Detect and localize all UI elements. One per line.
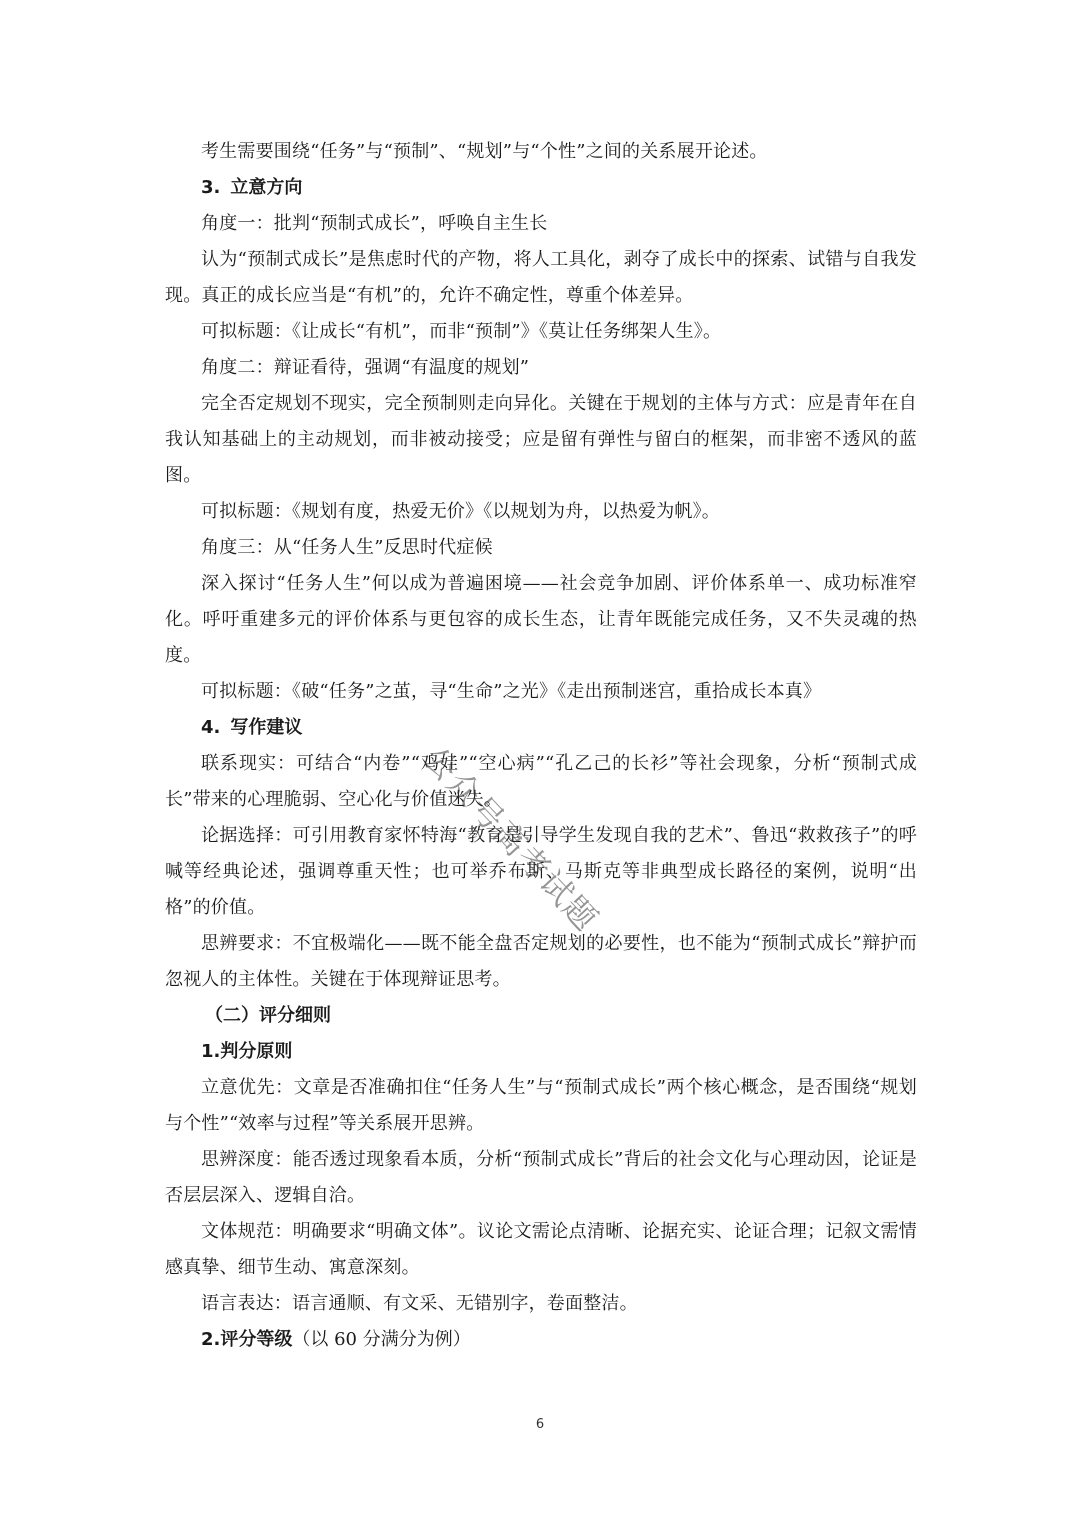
heading-note: （以 60 分满分为例） xyxy=(292,1329,471,1350)
heading-number: 4. xyxy=(201,717,221,738)
watermark: 公众号高考试题 xyxy=(415,739,606,940)
angle1-body: 认为“预制式成长”是焦虑时代的产物，将人工具化，剥夺了成长中的探索、试错与自我发现。真正的成长应当是“有机”的，允许不确定性，尊重个体差异。 xyxy=(165,249,917,306)
angle1-suggested-titles: 可拟标题：《让成长“有机”，而非“预制”》《莫让任务绑架人生》。 xyxy=(201,321,722,342)
page-number: 6 xyxy=(535,1417,545,1432)
paragraph-intro: 考生需要围绕“任务”与“预制”、“规划”与“个性”之间的关系展开论述。 xyxy=(201,141,768,162)
heading-text: 写作建议 xyxy=(230,717,303,738)
rule-intent: 立意优先：文章是否准确扣住“任务人生”与“预制式成长”两个核心概念，是否围绕“规划与个性”“效率与过程”等关系展开思辨。 xyxy=(165,1077,917,1134)
rule-depth: 思辨深度：能否透过现象看本质，分析“预制式成长”背后的社会文化与心理动因，论证是否层层深入、逻辑自洽。 xyxy=(165,1149,917,1206)
advice-evidence: 论据选择：可引用教育家怀特海“教育是引导学生发现自我的艺术”、鲁迅“救救孩子”的呼喊等经典论述，强调尊重天性；也可举乔布斯、马斯克等非典型成长路径的案例，说明“出格”的价值。 xyxy=(165,825,917,918)
angle2-body: 完全否定规划不现实，完全预制则走向异化。关键在于规划的主体与方式：应是青年在自我认知基础上的主动规划，而非被动接受；应是留有弹性与留白的框架，而非密不透风的蓝图。 xyxy=(165,393,917,486)
heading-score-levels xyxy=(165,1322,917,1358)
heading-writing-advice xyxy=(165,710,917,746)
angle3-body: 深入探讨“任务人生”何以成为普遍困境——社会竞争加剧、评价体系单一、成功标准窄化。呼吁重建多元的评价体系与更包容的成长生态，让青年既能完成任务，又不失灵魂的热度。 xyxy=(165,573,917,666)
rule-genre: 文体规范：明确要求“明确文体”。议论文需论点清晰、论据充实、论证合理；记叙文需情感真挚、细节生动、寓意深刻。 xyxy=(165,1221,917,1278)
heading-scoring-rules: （二）评分细则 xyxy=(205,1005,331,1026)
advice-reality: 联系现实：可结合“内卷”“鸡娃”“空心病”“孔乙己的长衫”等社会现象，分析“预制式成长”带来的心理脆弱、空心化与价值迷失。 xyxy=(165,753,917,810)
page-content xyxy=(165,134,917,1358)
advice-thinking: 思辨要求：不宜极端化——既不能全盘否定规划的必要性，也不能为“预制式成长”辩护而忽视人的主体性。关键在于体现辩证思考。 xyxy=(165,933,917,990)
rule-language: 语言表达：语言通顺、有文采、无错别字，卷面整洁。 xyxy=(201,1293,638,1314)
angle3-suggested-titles: 可拟标题：《破“任务”之茧，寻“生命”之光》《走出预制迷宫，重拾成长本真》 xyxy=(201,681,822,702)
heading-judging-principles: 1.判分原则 xyxy=(201,1041,293,1062)
angle1-title: 角度一：批判“预制式成长”，呼唤自主生长 xyxy=(201,213,548,234)
heading-intent-direction xyxy=(165,170,917,206)
heading-text: 2.评分等级 xyxy=(201,1329,293,1350)
angle2-title: 角度二：辩证看待，强调“有温度的规划” xyxy=(201,357,530,378)
angle3-title: 角度三：从“任务人生”反思时代症候 xyxy=(201,537,493,558)
heading-number: 3. xyxy=(201,177,221,198)
heading-text: 立意方向 xyxy=(230,177,303,198)
angle2-suggested-titles: 可拟标题：《规划有度，热爱无价》《以规划为舟，以热爱为帆》。 xyxy=(201,501,720,522)
